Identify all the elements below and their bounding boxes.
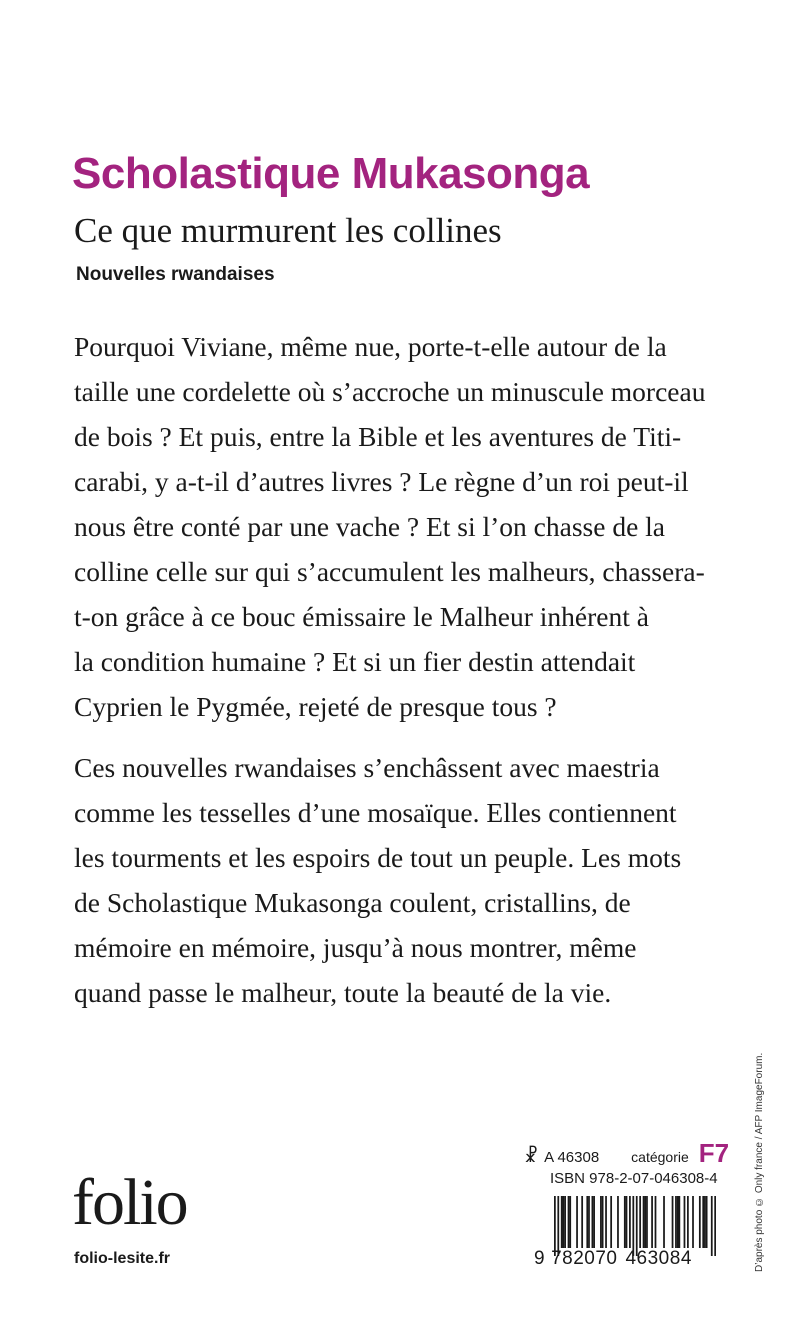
barcode-bar (672, 1196, 674, 1248)
barcode-bar (684, 1196, 686, 1248)
blurb-line: de Scholastique Mukasonga coulent, cristallins, de (74, 887, 631, 918)
barcode-bar (699, 1196, 701, 1248)
barcode-bar (617, 1196, 619, 1248)
barcode-bar (610, 1196, 612, 1248)
barcode-bar (629, 1196, 631, 1248)
barcode-bar (706, 1196, 708, 1248)
barcode (554, 1196, 716, 1256)
barcode-bar (632, 1196, 634, 1256)
blurb-line: les tourments et les espoirs de tout un peuple. Les mots (74, 842, 682, 873)
barcode-bar (643, 1196, 645, 1248)
barcode-bar (687, 1196, 689, 1248)
barcode-bar (569, 1196, 571, 1248)
blurb-line: comme les tesselles d’une mosaïque. Elles contiennent (74, 797, 677, 828)
barcode-digits (534, 1248, 692, 1270)
barcode-bar (554, 1196, 556, 1256)
blurb-line: la condition humaine ? Et si un fier destin attendait (74, 646, 636, 677)
barcode-bar (564, 1196, 566, 1248)
barcode-bar (639, 1196, 641, 1248)
catalog-code: A 46308 (544, 1149, 600, 1166)
blurb-line: de bois ? Et puis, entre la Bible et les aventures de Titi- (74, 421, 682, 452)
blurb-paragraph-2 (74, 745, 734, 1015)
barcode-bar (593, 1196, 595, 1248)
blurb-line: nous être conté par une vache ? Et si l’on chasse de la (74, 511, 666, 542)
barcode-bar (576, 1196, 578, 1248)
photo-credit: D’après photo © Only france / AFP ImageForum. (754, 1052, 765, 1272)
barcode-bar (678, 1196, 680, 1248)
publisher-symbol-icon: ☧ (524, 1146, 539, 1166)
book-subtitle: Nouvelles rwandaises (76, 264, 275, 285)
barcode-first-digit: 9 (534, 1248, 546, 1269)
barcode-bar (592, 1196, 594, 1248)
catalog-code-row (524, 1138, 729, 1169)
blurb-line: colline celle sur qui s’accumulent les malheurs, chassera- (74, 556, 705, 587)
barcode-bar (586, 1196, 588, 1248)
barcode-bar (675, 1196, 677, 1248)
blurb-line: taille une cordelette où s’accroche un minuscule morceau (74, 376, 706, 407)
barcode-bar (636, 1196, 638, 1256)
category-label: catégorie (631, 1149, 689, 1165)
barcode-bar (568, 1196, 570, 1248)
blurb-paragraph-1 (74, 324, 734, 729)
publisher-website: folio-lesite.fr (74, 1250, 171, 1267)
barcode-bar (605, 1196, 607, 1248)
barcode-bar (704, 1196, 706, 1248)
blurb-line: Ces nouvelles rwandaises s’enchâssent avec maestria (74, 752, 660, 783)
barcode-bar (646, 1196, 648, 1248)
book-title: Ce que murmurent les collines (74, 211, 502, 250)
blurb-line: quand passe le malheur, toute la beauté de la vie. (74, 977, 612, 1008)
barcode-left-group: 782070 (551, 1248, 618, 1269)
barcode-bar (561, 1196, 563, 1248)
barcode-bar (702, 1196, 704, 1248)
blurb-line: carabi, y a-t-il d’autres livres ? Le règne d’un roi peut-il (74, 466, 689, 497)
barcode-bar (692, 1196, 694, 1248)
barcode-bar (600, 1196, 602, 1248)
barcode-bar (563, 1196, 565, 1248)
category-value: F7 (698, 1138, 730, 1168)
barcode-bar (644, 1196, 646, 1248)
barcode-bar (651, 1196, 653, 1248)
barcode-right-group: 463084 (625, 1248, 692, 1269)
barcode-bar (581, 1196, 583, 1248)
barcode-bar (624, 1196, 626, 1248)
barcode-bar (602, 1196, 604, 1248)
blurb-line: Cyprien le Pygmée, rejeté de presque tous ? (74, 691, 557, 722)
barcode-bar (588, 1196, 590, 1248)
folio-logo: folio (72, 1166, 187, 1239)
barcode-bar (626, 1196, 628, 1248)
barcode-bar (655, 1196, 657, 1248)
isbn-number: ISBN 978-2-07-046308-4 (550, 1170, 718, 1187)
barcode-bar (663, 1196, 665, 1248)
barcode-bar (711, 1196, 713, 1256)
barcode-bar (677, 1196, 679, 1248)
blurb-line: Pourquoi Viviane, même nue, porte-t-elle autour de la (74, 331, 667, 362)
barcode-bar (714, 1196, 716, 1256)
barcode-bar (557, 1196, 559, 1256)
author-name: Scholastique Mukasonga (72, 149, 590, 198)
blurb-line: mémoire en mémoire, jusqu’à nous montrer, même (74, 932, 637, 963)
blurb-line: t-on grâce à ce bouc émissaire le Malheur inhérent à (74, 601, 649, 632)
